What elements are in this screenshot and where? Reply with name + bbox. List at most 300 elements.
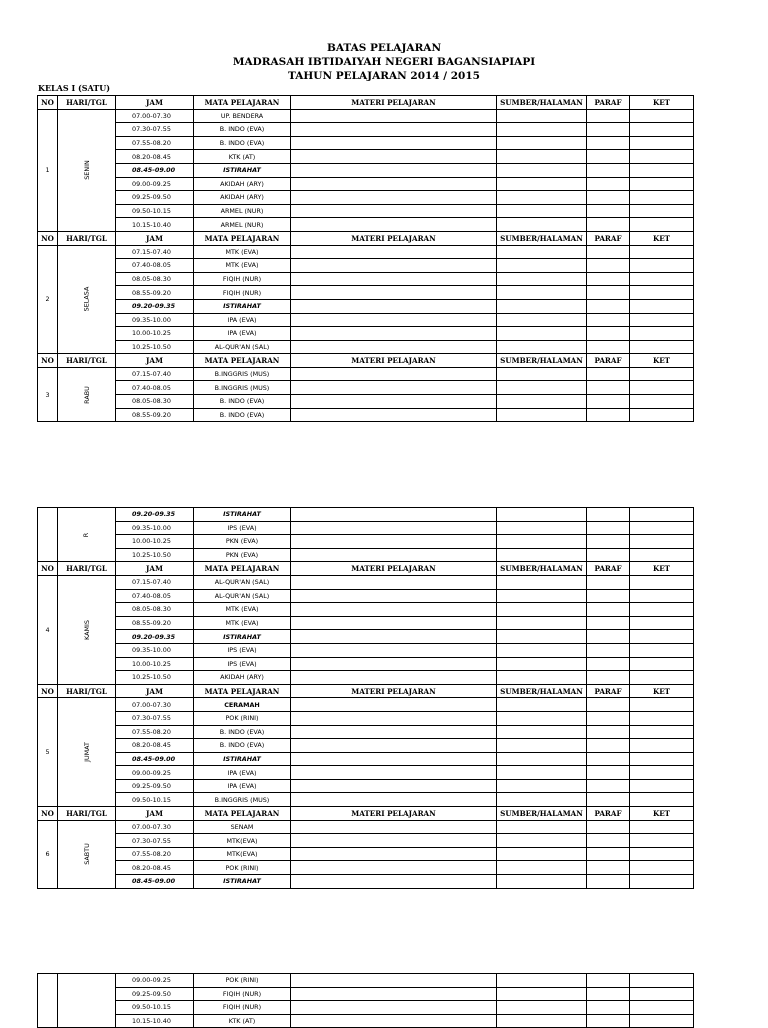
schedule-row: [38, 671, 694, 685]
source-cell[interactable]: [497, 327, 587, 341]
materi-cell[interactable]: [291, 191, 497, 205]
column-header: NO: [38, 354, 58, 368]
time-cell: 07.00-07.30: [116, 820, 194, 834]
column-header: NO: [38, 684, 58, 698]
ket-cell[interactable]: [630, 1001, 694, 1015]
time-cell: 10.00-10.25: [116, 657, 194, 671]
paraf-cell[interactable]: [587, 508, 630, 522]
materi-cell[interactable]: [291, 245, 497, 259]
subject-cell: ISTIRAHAT: [194, 299, 291, 313]
subject-cell: MTK (EVA): [194, 259, 291, 273]
paraf-cell[interactable]: [587, 408, 630, 422]
doc-title: BATAS PELAJARAN: [326, 42, 442, 54]
source-cell[interactable]: [497, 259, 587, 273]
time-cell: 09.50-10.15: [116, 204, 194, 218]
schedule-row: [38, 643, 694, 657]
materi-cell[interactable]: [291, 327, 497, 341]
materi-cell[interactable]: [291, 150, 497, 164]
subject-cell: IPS (EVA): [194, 657, 291, 671]
ket-cell[interactable]: [630, 820, 694, 834]
source-cell[interactable]: [497, 589, 587, 603]
source-cell[interactable]: [497, 136, 587, 150]
time-cell: 08.20-08.45: [116, 739, 194, 753]
materi-cell[interactable]: [291, 548, 497, 562]
source-cell[interactable]: [497, 521, 587, 535]
ket-cell[interactable]: [630, 395, 694, 409]
source-cell[interactable]: [497, 603, 587, 617]
paraf-cell[interactable]: [587, 725, 630, 739]
paraf-cell[interactable]: [587, 834, 630, 848]
ket-cell[interactable]: [630, 191, 694, 205]
source-cell[interactable]: [497, 575, 587, 589]
ket-cell[interactable]: [630, 834, 694, 848]
source-cell[interactable]: [497, 779, 587, 793]
ket-cell[interactable]: [630, 286, 694, 300]
ket-cell[interactable]: [630, 218, 694, 232]
ket-cell[interactable]: [630, 847, 694, 861]
materi-cell[interactable]: [291, 752, 497, 766]
source-cell[interactable]: [497, 535, 587, 549]
paraf-cell[interactable]: [587, 752, 630, 766]
day-name-text: SABTU: [82, 843, 91, 865]
materi-cell[interactable]: [291, 109, 497, 123]
paraf-cell[interactable]: [587, 109, 630, 123]
source-cell[interactable]: [497, 752, 587, 766]
source-cell[interactable]: [497, 313, 587, 327]
ket-cell[interactable]: [630, 177, 694, 191]
time-cell: 10.00-10.25: [116, 327, 194, 341]
materi-cell[interactable]: [291, 286, 497, 300]
paraf-cell[interactable]: [587, 630, 630, 644]
time-cell: 07.15-07.40: [116, 245, 194, 259]
day-name: [58, 508, 116, 562]
time-cell: 09.00-09.25: [116, 974, 194, 988]
paraf-cell[interactable]: [587, 340, 630, 354]
ket-cell[interactable]: [630, 987, 694, 1001]
ket-cell[interactable]: [630, 575, 694, 589]
source-cell[interactable]: [497, 974, 587, 988]
materi-cell[interactable]: [291, 820, 497, 834]
time-cell: 08.45-09.00: [116, 875, 194, 889]
paraf-cell[interactable]: [587, 974, 630, 988]
subject-cell: AL-QUR'AN (SAL): [194, 575, 291, 589]
source-cell[interactable]: [497, 875, 587, 889]
column-header: MATA PELAJARAN: [194, 562, 291, 576]
paraf-cell[interactable]: [587, 204, 630, 218]
subject-cell: PKN (EVA): [194, 535, 291, 549]
paraf-cell[interactable]: [587, 643, 630, 657]
materi-cell[interactable]: [291, 861, 497, 875]
source-cell[interactable]: [497, 739, 587, 753]
ket-cell[interactable]: [630, 521, 694, 535]
ket-cell[interactable]: [630, 299, 694, 313]
materi-cell[interactable]: [291, 616, 497, 630]
source-cell[interactable]: [497, 367, 587, 381]
source-cell[interactable]: [497, 340, 587, 354]
materi-cell[interactable]: [291, 698, 497, 712]
column-header: JAM: [116, 807, 194, 821]
column-header: PARAF: [587, 354, 630, 368]
source-cell[interactable]: [497, 1001, 587, 1015]
ket-cell[interactable]: [630, 381, 694, 395]
schedule-row: [38, 535, 694, 549]
schedule-row: [38, 793, 694, 807]
ket-cell[interactable]: [630, 535, 694, 549]
ket-cell[interactable]: [630, 508, 694, 522]
ket-cell[interactable]: [630, 313, 694, 327]
ket-cell[interactable]: [630, 272, 694, 286]
column-header: KET: [630, 684, 694, 698]
ket-cell[interactable]: [630, 752, 694, 766]
ket-cell[interactable]: [630, 136, 694, 150]
paraf-cell[interactable]: [587, 395, 630, 409]
subject-cell: AKIDAH (ARY): [194, 177, 291, 191]
source-cell[interactable]: [497, 109, 587, 123]
schedule-row: [38, 299, 694, 313]
ket-cell[interactable]: [630, 259, 694, 273]
day-number: 2: [38, 245, 58, 354]
ket-cell[interactable]: [630, 603, 694, 617]
materi-cell[interactable]: [291, 643, 497, 657]
source-cell[interactable]: [497, 299, 587, 313]
subject-cell: ISTIRAHAT: [194, 630, 291, 644]
schedule-row: [38, 616, 694, 630]
materi-cell[interactable]: [291, 535, 497, 549]
source-cell[interactable]: [497, 218, 587, 232]
paraf-cell[interactable]: [587, 381, 630, 395]
time-cell: 08.05-08.30: [116, 603, 194, 617]
materi-cell[interactable]: [291, 589, 497, 603]
header-row: [38, 684, 694, 698]
paraf-cell[interactable]: [587, 847, 630, 861]
schedule-row: [38, 987, 694, 1001]
ket-cell[interactable]: [630, 327, 694, 341]
schedule-row: [38, 109, 694, 123]
materi-cell[interactable]: [291, 711, 497, 725]
column-header: MATERI PELAJARAN: [291, 354, 497, 368]
subject-cell: AKIDAH (ARY): [194, 671, 291, 685]
time-cell: 08.20-08.45: [116, 150, 194, 164]
materi-cell[interactable]: [291, 834, 497, 848]
time-cell: 07.30-07.55: [116, 711, 194, 725]
source-cell[interactable]: [497, 395, 587, 409]
ket-cell[interactable]: [630, 408, 694, 422]
subject-cell: KTK (AT): [194, 1014, 291, 1028]
schedule-row: [38, 408, 694, 422]
time-cell: 09.25-09.50: [116, 987, 194, 1001]
paraf-cell[interactable]: [587, 521, 630, 535]
paraf-cell[interactable]: [587, 218, 630, 232]
materi-cell[interactable]: [291, 725, 497, 739]
ket-cell[interactable]: [630, 793, 694, 807]
column-header: MATERI PELAJARAN: [291, 231, 497, 245]
materi-cell[interactable]: [291, 395, 497, 409]
time-cell: 07.15-07.40: [116, 367, 194, 381]
column-header: MATERI PELAJARAN: [291, 684, 497, 698]
source-cell[interactable]: [497, 150, 587, 164]
paraf-cell[interactable]: [587, 739, 630, 753]
paraf-cell[interactable]: [587, 861, 630, 875]
materi-cell[interactable]: [291, 177, 497, 191]
materi-cell[interactable]: [291, 603, 497, 617]
source-cell[interactable]: [497, 508, 587, 522]
day-name-text: R: [82, 532, 91, 537]
paraf-cell[interactable]: [587, 1014, 630, 1028]
materi-cell[interactable]: [291, 367, 497, 381]
paraf-cell[interactable]: [587, 820, 630, 834]
paraf-cell[interactable]: [587, 191, 630, 205]
ket-cell[interactable]: [630, 367, 694, 381]
source-cell[interactable]: [497, 204, 587, 218]
school-year: TAHUN PELAJARAN 2014 / 2015: [288, 70, 480, 82]
column-header: SUMBER/HALAMAN: [497, 354, 587, 368]
source-cell[interactable]: [497, 820, 587, 834]
time-cell: 08.05-08.30: [116, 395, 194, 409]
column-header: KET: [630, 354, 694, 368]
materi-cell[interactable]: [291, 987, 497, 1001]
paraf-cell[interactable]: [587, 163, 630, 177]
paraf-cell[interactable]: [587, 327, 630, 341]
materi-cell[interactable]: [291, 671, 497, 685]
ket-cell[interactable]: [630, 630, 694, 644]
schedule-row: [38, 123, 694, 137]
ket-cell[interactable]: [630, 861, 694, 875]
subject-cell: IPA (EVA): [194, 779, 291, 793]
source-cell[interactable]: [497, 766, 587, 780]
ket-cell[interactable]: [630, 340, 694, 354]
paraf-cell[interactable]: [587, 779, 630, 793]
subject-cell: FIQIH (NUR): [194, 272, 291, 286]
subject-cell: B. INDO (EVA): [194, 739, 291, 753]
schedule-row: [38, 163, 694, 177]
ket-cell[interactable]: [630, 725, 694, 739]
column-header: HARI/TGL: [58, 96, 116, 110]
source-cell[interactable]: [497, 987, 587, 1001]
time-cell: 09.25-09.50: [116, 191, 194, 205]
subject-cell: MTK(EVA): [194, 847, 291, 861]
source-cell[interactable]: [497, 191, 587, 205]
time-cell: 10.15-10.40: [116, 218, 194, 232]
source-cell[interactable]: [497, 847, 587, 861]
day-name: [58, 245, 116, 354]
subject-cell: AL-QUR'AN (SAL): [194, 589, 291, 603]
time-cell: 10.25-10.50: [116, 340, 194, 354]
paraf-cell[interactable]: [587, 671, 630, 685]
materi-cell[interactable]: [291, 875, 497, 889]
schedule-row: [38, 1014, 694, 1028]
schedule-row: [38, 725, 694, 739]
schedule-table-page-2: [37, 507, 694, 889]
time-cell: 07.40-08.05: [116, 589, 194, 603]
paraf-cell[interactable]: [587, 711, 630, 725]
column-header: NO: [38, 562, 58, 576]
materi-cell[interactable]: [291, 299, 497, 313]
materi-cell[interactable]: [291, 204, 497, 218]
materi-cell[interactable]: [291, 272, 497, 286]
day-number: 5: [38, 698, 58, 807]
paraf-cell[interactable]: [587, 535, 630, 549]
source-cell[interactable]: [497, 245, 587, 259]
subject-cell: MTK (EVA): [194, 245, 291, 259]
source-cell[interactable]: [497, 286, 587, 300]
time-cell: 10.25-10.50: [116, 671, 194, 685]
source-cell[interactable]: [497, 793, 587, 807]
ket-cell[interactable]: [630, 548, 694, 562]
paraf-cell[interactable]: [587, 875, 630, 889]
schedule-table-page-3: [37, 973, 694, 1028]
subject-cell: B.INGGRIS (MUS): [194, 367, 291, 381]
schedule-row: [38, 177, 694, 191]
schedule-row: [38, 834, 694, 848]
ket-cell[interactable]: [630, 123, 694, 137]
time-cell: 09.20-09.35: [116, 630, 194, 644]
ket-cell[interactable]: [630, 1014, 694, 1028]
source-cell[interactable]: [497, 643, 587, 657]
materi-cell[interactable]: [291, 123, 497, 137]
materi-cell[interactable]: [291, 779, 497, 793]
subject-cell: IPS (EVA): [194, 521, 291, 535]
ket-cell[interactable]: [630, 766, 694, 780]
ket-cell[interactable]: [630, 109, 694, 123]
source-cell[interactable]: [497, 408, 587, 422]
ket-cell[interactable]: [630, 204, 694, 218]
paraf-cell[interactable]: [587, 793, 630, 807]
paraf-cell[interactable]: [587, 299, 630, 313]
day-name: [58, 367, 116, 421]
paraf-cell[interactable]: [587, 367, 630, 381]
materi-cell[interactable]: [291, 1014, 497, 1028]
ket-cell[interactable]: [630, 643, 694, 657]
column-header: PARAF: [587, 231, 630, 245]
paraf-cell[interactable]: [587, 177, 630, 191]
ket-cell[interactable]: [630, 150, 694, 164]
source-cell[interactable]: [497, 548, 587, 562]
subject-cell: ARMEL (NUR): [194, 218, 291, 232]
ket-cell[interactable]: [630, 779, 694, 793]
materi-cell[interactable]: [291, 313, 497, 327]
time-cell: 09.00-09.25: [116, 766, 194, 780]
paraf-cell[interactable]: [587, 259, 630, 273]
subject-cell: POK (RINI): [194, 711, 291, 725]
paraf-cell[interactable]: [587, 548, 630, 562]
time-cell: 09.35-10.00: [116, 521, 194, 535]
paraf-cell[interactable]: [587, 245, 630, 259]
ket-cell[interactable]: [630, 245, 694, 259]
source-cell[interactable]: [497, 272, 587, 286]
ket-cell[interactable]: [630, 616, 694, 630]
schedule-row: [38, 847, 694, 861]
source-cell[interactable]: [497, 123, 587, 137]
source-cell[interactable]: [497, 177, 587, 191]
paraf-cell[interactable]: [587, 698, 630, 712]
materi-cell[interactable]: [291, 974, 497, 988]
column-header: PARAF: [587, 684, 630, 698]
subject-cell: B. INDO (EVA): [194, 123, 291, 137]
source-cell[interactable]: [497, 725, 587, 739]
materi-cell[interactable]: [291, 630, 497, 644]
materi-cell[interactable]: [291, 575, 497, 589]
time-cell: 09.25-09.50: [116, 779, 194, 793]
paraf-cell[interactable]: [587, 286, 630, 300]
paraf-cell[interactable]: [587, 313, 630, 327]
source-cell[interactable]: [497, 630, 587, 644]
day-name-text: SELASA: [82, 287, 91, 312]
source-cell[interactable]: [497, 698, 587, 712]
day-name: [58, 974, 116, 1028]
paraf-cell[interactable]: [587, 123, 630, 137]
source-cell[interactable]: [497, 381, 587, 395]
materi-cell[interactable]: [291, 657, 497, 671]
ket-cell[interactable]: [630, 671, 694, 685]
ket-cell[interactable]: [630, 698, 694, 712]
column-header: JAM: [116, 231, 194, 245]
source-cell[interactable]: [497, 711, 587, 725]
source-cell[interactable]: [497, 1014, 587, 1028]
source-cell[interactable]: [497, 163, 587, 177]
materi-cell[interactable]: [291, 218, 497, 232]
materi-cell[interactable]: [291, 766, 497, 780]
materi-cell[interactable]: [291, 136, 497, 150]
materi-cell[interactable]: [291, 408, 497, 422]
time-cell: 10.25-10.50: [116, 548, 194, 562]
column-header: KET: [630, 562, 694, 576]
ket-cell[interactable]: [630, 875, 694, 889]
ket-cell[interactable]: [630, 739, 694, 753]
schedule-row: [38, 548, 694, 562]
column-header: PARAF: [587, 562, 630, 576]
paraf-cell[interactable]: [587, 272, 630, 286]
paraf-cell[interactable]: [587, 616, 630, 630]
subject-cell: UP. BENDERA: [194, 109, 291, 123]
source-cell[interactable]: [497, 861, 587, 875]
source-cell[interactable]: [497, 657, 587, 671]
schedule-table-page-1: [37, 95, 694, 422]
materi-cell[interactable]: [291, 340, 497, 354]
materi-cell[interactable]: [291, 521, 497, 535]
paraf-cell[interactable]: [587, 766, 630, 780]
materi-cell[interactable]: [291, 259, 497, 273]
materi-cell[interactable]: [291, 847, 497, 861]
ket-cell[interactable]: [630, 589, 694, 603]
paraf-cell[interactable]: [587, 1001, 630, 1015]
school-name: MADRASAH IBTIDAIYAH NEGERI BAGANSIAPIAPI: [232, 56, 536, 68]
source-cell[interactable]: [497, 834, 587, 848]
materi-cell[interactable]: [291, 1001, 497, 1015]
paraf-cell[interactable]: [587, 657, 630, 671]
ket-cell[interactable]: [630, 711, 694, 725]
source-cell[interactable]: [497, 671, 587, 685]
paraf-cell[interactable]: [587, 987, 630, 1001]
paraf-cell[interactable]: [587, 589, 630, 603]
materi-cell[interactable]: [291, 163, 497, 177]
ket-cell[interactable]: [630, 163, 694, 177]
source-cell[interactable]: [497, 616, 587, 630]
paraf-cell[interactable]: [587, 150, 630, 164]
paraf-cell[interactable]: [587, 603, 630, 617]
materi-cell[interactable]: [291, 739, 497, 753]
paraf-cell[interactable]: [587, 136, 630, 150]
paraf-cell[interactable]: [587, 575, 630, 589]
materi-cell[interactable]: [291, 508, 497, 522]
ket-cell[interactable]: [630, 974, 694, 988]
ket-cell[interactable]: [630, 657, 694, 671]
time-cell: 08.55-09.20: [116, 616, 194, 630]
materi-cell[interactable]: [291, 793, 497, 807]
time-cell: 07.00-07.30: [116, 109, 194, 123]
day-name-text: KAMIS: [82, 619, 91, 640]
materi-cell[interactable]: [291, 381, 497, 395]
subject-cell: IPA (EVA): [194, 327, 291, 341]
